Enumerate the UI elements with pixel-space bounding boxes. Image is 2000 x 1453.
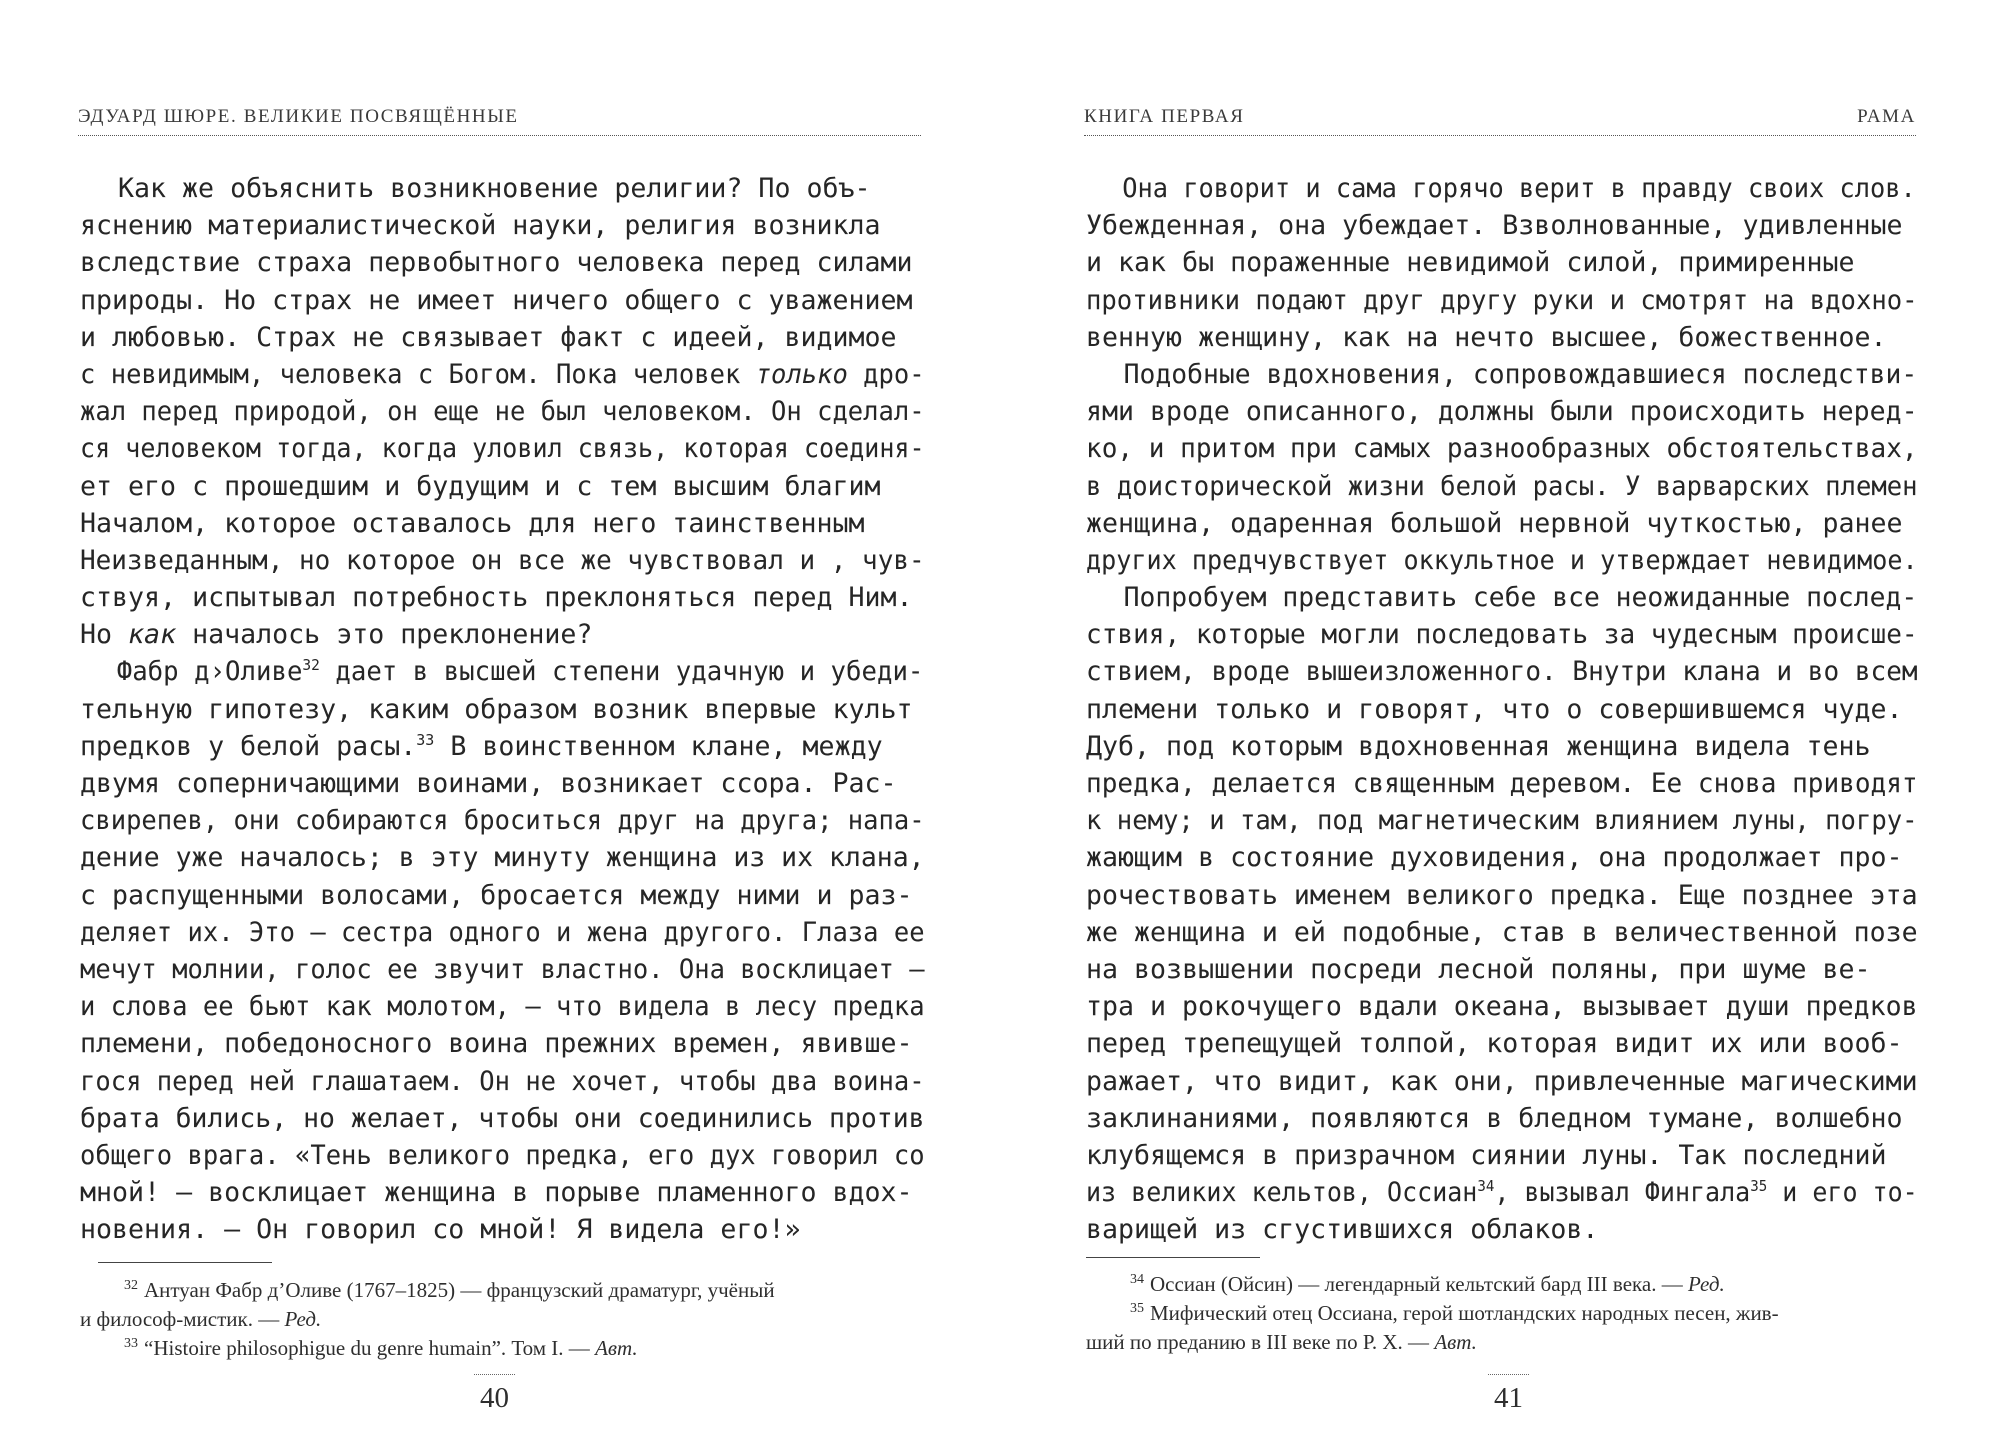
footnote-32: $^{32}$ Антуан Фабр д’Оливе (1767–1825) — французский драматург, учёный bbox=[124, 1278, 775, 1302]
text-line: и слова ее бьют как молотом, — что видела в лесу предка bbox=[80, 991, 925, 1023]
text-line: Неизведанным, но которое он все же чувствовал и , чув- bbox=[80, 544, 925, 576]
footnote-34: $^{34}$ Оссиан (Ойсин) — легендарный кельтский бард III века. — Ред. bbox=[1130, 1272, 1725, 1296]
text-line: племени, победоносного воина прежних времен, явивше- bbox=[80, 1028, 913, 1060]
text-line: предков у белой расы.$^{33}$ В воинственном клане, между bbox=[80, 730, 883, 762]
footnote-rule-right bbox=[1086, 1257, 1260, 1258]
footnote-ref[interactable]: 34 bbox=[1477, 1177, 1495, 1196]
running-head-book: КНИГА ПЕРВАЯ bbox=[1084, 106, 1245, 127]
footnote-32-cont: и философ-мистик. — Ред. bbox=[80, 1307, 322, 1331]
text-line: в доисторической жизни белой расы. У варварских племен bbox=[1086, 470, 1918, 502]
text-line: Но как началось это преклонение? bbox=[80, 619, 593, 651]
text-line: Фабр д›Оливе$^{32}$ дает в высшей степени удачную и убеди- bbox=[116, 656, 924, 688]
footnote-ref[interactable]: 33 bbox=[416, 730, 435, 749]
text-line: ствием, вроде вышеизложенного. Внутри клана и во всем bbox=[1086, 656, 1918, 688]
text-line: тра и рокочущего вдали океана, вызывает души предков bbox=[1086, 991, 1918, 1023]
text-line: племени только и говорят, что о совершившемся чуде. bbox=[1086, 693, 1903, 725]
text-line: деляет их. Это — сестра одного и жена другого. Глаза ее bbox=[80, 916, 925, 948]
text-line: клубящемся в призрачном сиянии луны. Так последний bbox=[1086, 1139, 1887, 1171]
footnotes-right bbox=[1086, 1270, 1922, 1357]
head-rule-left bbox=[78, 135, 921, 136]
head-rule-right bbox=[1084, 135, 1916, 136]
text-line: тельную гипотезу, каким образом возник впервые культ bbox=[80, 693, 913, 725]
text-line: и как бы пораженные невидимой силой, примиренные bbox=[1086, 247, 1855, 279]
right-page bbox=[1000, 0, 2000, 1453]
text-line: ет его с прошедшим и будущим и с тем высшим благим bbox=[80, 470, 881, 502]
page-number-left: 40 bbox=[480, 1382, 509, 1414]
text-line: из великих кельтов, Оссиан$^{34}$, вызывал Фингала$^{35}$ и его то- bbox=[1086, 1177, 1918, 1209]
text-line: с распущенными волосами, бросается между ними и раз- bbox=[80, 879, 913, 911]
text-line: ко, и притом при самых разнообразных обстоятельствах, bbox=[1086, 433, 1918, 465]
italic-word: как bbox=[128, 619, 177, 651]
text-line: жающим в состояние духовидения, она продолжает про- bbox=[1086, 842, 1903, 874]
footnote-rule-left bbox=[98, 1262, 272, 1263]
text-line: венную женщину, как на нечто высшее, божественное. bbox=[1086, 321, 1887, 353]
text-line: рочествовать именем великого предка. Еще позднее эта bbox=[1086, 879, 1918, 911]
text-line: на возвышении посреди лесной поляны, при шуме ве- bbox=[1086, 953, 1871, 985]
text-line: новения. — Он говорил со мной! Я видела его!» bbox=[80, 1214, 801, 1246]
text-line: свирепев, они собираются броситься друг на друга; напа- bbox=[80, 805, 925, 837]
text-line: других предчувствует оккультное и утверждает невидимое. bbox=[1086, 544, 1918, 576]
text-line: ями вроде описанного, должны были происходить неред- bbox=[1086, 396, 1918, 428]
text-line: мечут молнии, голос ее звучит властно. Она восклицает — bbox=[80, 953, 925, 985]
running-head-chapter: РАМА bbox=[1857, 106, 1916, 127]
text-line: Попробуем представить себе все неожиданные послед- bbox=[1123, 582, 1918, 614]
text-line: Подобные вдохновения, сопровождавшиеся последстви- bbox=[1123, 358, 1918, 390]
text-line: Как же объяснить возникновение религии? По объ- bbox=[118, 173, 871, 204]
footnote-35: $^{35}$ Мифический отец Оссиана, герой шотландских народных песен, жив- bbox=[1130, 1301, 1779, 1325]
right-body-text bbox=[1086, 170, 1918, 1248]
text-line: жал перед природой, он еще не был человеком. Он сделал- bbox=[80, 396, 925, 428]
text-line: брата бились, но желает, чтобы они соединились против bbox=[80, 1102, 925, 1134]
text-line: дение уже началось; в эту минуту женщина из их клана, bbox=[80, 842, 925, 874]
footnote-ref[interactable]: 32 bbox=[302, 656, 320, 675]
italic-word: только bbox=[755, 358, 848, 390]
text-line: природы. Но страх не имеет ничего общего с уважением bbox=[80, 284, 913, 316]
text-line: ся человеком тогда, когда уловил связь, которая соединя- bbox=[80, 433, 925, 465]
text-line: Началом, которое оставалось для него таинственным bbox=[80, 507, 865, 539]
text-line: яснению материалистической науки, религия возникла bbox=[80, 210, 881, 242]
text-line: же женщина и ей подобные, став в величественной позе bbox=[1086, 916, 1918, 948]
text-line: вследствие страха первобытного человека перед силами bbox=[80, 247, 913, 279]
footnotes-left bbox=[80, 1276, 930, 1363]
text-line: мной! — восклицает женщина в порыве пламенного вдох- bbox=[80, 1177, 913, 1209]
footnote-35-cont: ший по преданию в III веке по Р. Х. — Авт. bbox=[1086, 1330, 1477, 1354]
text-line: Убежденная, она убеждает. Взволнованные, удивленные bbox=[1086, 210, 1903, 242]
text-line: общего врага. «Тень великого предка, его дух говорил со bbox=[80, 1139, 925, 1171]
footnote-33: $^{33}$ “Histoire philosophigue du genre humain”. Том I. — Авт. bbox=[124, 1336, 638, 1360]
text-line: Она говорит и сама горячо верит в правду своих слов. bbox=[1122, 173, 1916, 204]
text-line: к нему; и там, под магнетическим влиянием луны, погру- bbox=[1086, 805, 1918, 837]
text-line: ствия, которые могли последовать за чудесным происше- bbox=[1086, 619, 1918, 651]
left-body-text bbox=[80, 170, 925, 1248]
text-line: Дуб, под которым вдохновенная женщина видела тень bbox=[1086, 730, 1871, 762]
footnote-ref[interactable]: 35 bbox=[1750, 1177, 1768, 1196]
text-line: женщина, одаренная большой нервной чуткостью, ранее bbox=[1086, 507, 1903, 539]
text-line: двумя соперничающими воинами, возникает ссора. Рас- bbox=[80, 768, 897, 799]
text-line: противники подают друг другу руки и смотрят на вдохно- bbox=[1086, 284, 1918, 316]
running-head-left: ЭДУАРД ШЮРЕ. ВЕЛИКИЕ ПОСВЯЩЁННЫЕ bbox=[78, 106, 519, 127]
text-line: с невидимым, человека с Богом. Пока человек только дро- bbox=[80, 358, 925, 390]
text-line: ражает, что видит, как они, привлеченные магическими bbox=[1086, 1065, 1918, 1097]
text-line: перед трепещущей толпой, которая видит их или вооб- bbox=[1086, 1028, 1903, 1060]
text-line: и любовью. Страх не связывает факт с идеей, видимое bbox=[80, 321, 897, 353]
text-line: гося перед ней глашатаем. Он не хочет, чтобы два воина- bbox=[80, 1065, 925, 1097]
text-line: предка, делается священным деревом. Ее снова приводят bbox=[1086, 768, 1918, 799]
text-line: варищей из сгустившихся облаков. bbox=[1086, 1214, 1599, 1246]
page-number-right: 41 bbox=[1494, 1382, 1523, 1414]
text-line: ствуя, испытывал потребность преклоняться перед Ним. bbox=[80, 582, 913, 614]
text-line: заклинаниями, появляются в бледном тумане, волшебно bbox=[1086, 1102, 1903, 1134]
